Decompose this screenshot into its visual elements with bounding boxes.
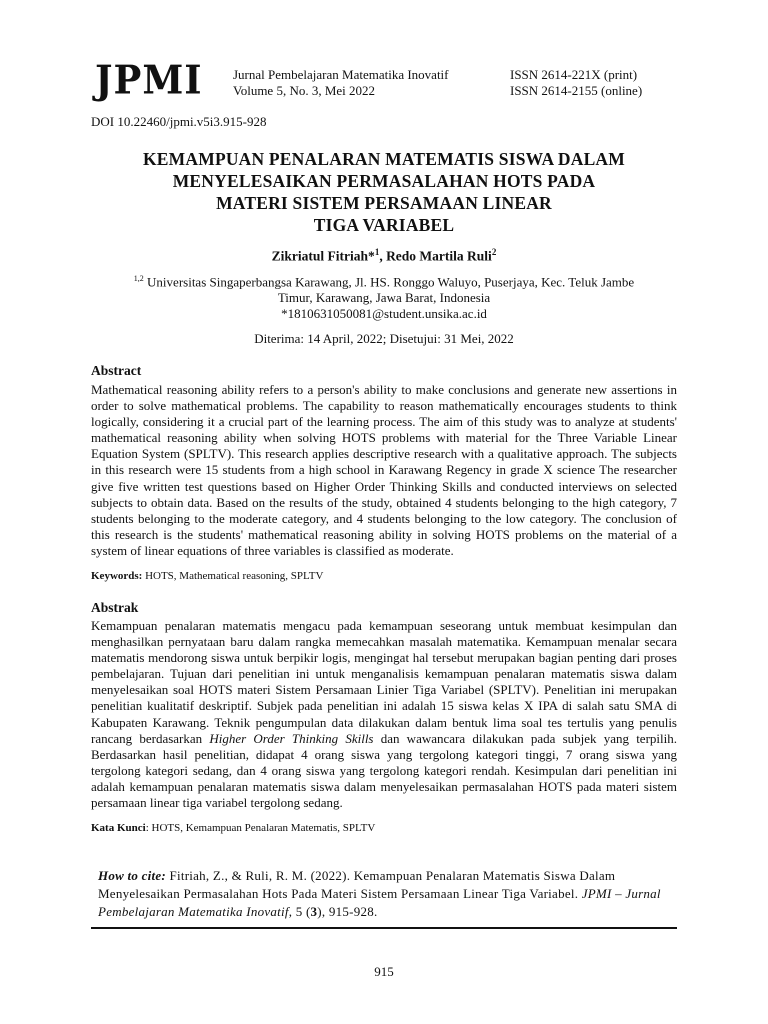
abstract-heading: Abstract bbox=[91, 363, 142, 378]
abstrak-text-italic: Higher Order Thinking Skills bbox=[209, 730, 374, 746]
abstrak-text-part: Kemampuan penalaran matematis mengacu pada kemampuan seseorang untuk membuat kesimpulan dan menghasilkan pernyataan baru dalam rangka memecahkan masalah matematika. Kemampuan menalar secara matematis mendorong siswa untuk berpikir logis, mengingat hal tersebut merupakan bagian penting dari proses pembelajaran. Tujuan dari penelitian ini untuk menganalisis kemampuan penalaran matematis siswa dalam menyelesaikan soal HOTS materi Sistem Persamaan Linier Tiga Variabel (SPLTV). Penelitian ini merupakan penelitian kualitatif deskriptif. Subjek pada penelitian ini adalah 15 siswa kelas X IPA di salah satu SMA di Kabupaten Karawang. Teknik pengumpulan data dilakukan dalam bentuk lima soal tes tertulis yang penulis rancang berdasarkan bbox=[91, 618, 677, 746]
citation-label: How to cite: bbox=[98, 868, 166, 883]
citation-issue: 3 bbox=[310, 904, 318, 919]
kata-kunci-label: Kata Kunci bbox=[91, 822, 146, 834]
citation-text: ), 915-928. bbox=[317, 904, 378, 919]
author-name: Redo Martila Ruli bbox=[386, 248, 492, 264]
keywords bbox=[91, 570, 323, 582]
affiliation bbox=[100, 271, 668, 322]
abstrak-text-part: dan wawancara dilakukan pada subjek yang terpilih. Berdasarkan hasil penelitian, didapat 4 orang siswa yang tergolong kategori tinggi, 7 orang siswa yang tergolong kategori sedang, dan 4 orang siswa yang tergolong kategori rendah. Kesimpulan dari penelitian ini adalah kemampuan penalaran matematis siswa dalam menyelesaikan permasalahan HOTS pada materi sistem persamaan linear tiga variabel tergolong sedang. bbox=[91, 730, 677, 811]
title-line: MATERI SISTEM PERSAMAAN LINEAR bbox=[216, 193, 552, 213]
citation-text: , 5 ( bbox=[288, 904, 311, 919]
affiliation-mark: 1,2 bbox=[133, 274, 144, 283]
keywords-list: HOTS, Mathematical reasoning, SPLTV bbox=[142, 570, 324, 582]
page-number: 915 bbox=[374, 964, 394, 979]
corresponding-email: *1810631050081@student.unsika.ac.id bbox=[281, 306, 487, 322]
citation-text: Fitriah, Z., & Ruli, R. M. (2022). Kemampuan Penalaran Matematis Siswa Dalam Menyelesaikan Permasalahan Hots Pada Materi Sistem Persamaan Linear Tiga Variabel. bbox=[98, 868, 616, 901]
author-separator: , bbox=[379, 248, 387, 264]
submission-dates: Diterima: 14 April, 2022; Disetujui: 31 Mei, 2022 bbox=[254, 331, 514, 346]
issn-print: ISSN 2614-221X (print) bbox=[510, 67, 638, 82]
citation-journal: JPMI – Jurnal Pembelajaran Matematika Inovatif bbox=[98, 886, 661, 919]
affiliation-line: Universitas Singaperbangsa Karawang, Jl. HS. Ronggo Waluyo, Puserjaya, Kec. Teluk Jambe bbox=[143, 274, 635, 290]
issn-online: ISSN 2614-2155 (online) bbox=[510, 83, 643, 98]
journal-name: Jurnal Pembelajaran Matematika Inovatif bbox=[233, 67, 449, 82]
paper-title bbox=[80, 148, 688, 236]
kata-kunci bbox=[91, 822, 375, 834]
journal-volume: Volume 5, No. 3, Mei 2022 bbox=[233, 83, 376, 98]
keywords-label: Keywords: bbox=[91, 570, 143, 582]
abstrak-heading: Abstrak bbox=[91, 600, 139, 615]
title-line: KEMAMPUAN PENALARAN MATEMATIS SISWA DALAM bbox=[142, 149, 625, 169]
abstract-text: Mathematical reasoning ability refers to a person's ability to make conclusions and generate new assertions in order to solve mathematical problems. The capability to reason mathematically encourages students to think logically, considering it a crucial part of the learning process. The aim of this study was to analyze at students' mathematical reasoning ability when solving HOTS problems with material for the Three Variable Linear Equation System (SPLTV). This research applies descriptive research with a qualitative approach. The subjects in this research were 15 students from a high school in Karawang Regency in grade X science The researcher give five written test questions based on Higher Order Thinking Skills and conducted interviews on selected subjects to obtain data. Based on the results of the study, obtained 4 students belonging to the high category, 7 students belonging to the moderate category, and 4 students belonging to the low category. The conclusion of this research is the students' mathematical reasoning ability in solving HOTS problems on the material of a system of linear equations of three variables is classified as moderate. bbox=[91, 382, 677, 558]
abstrak-text bbox=[91, 618, 677, 811]
doi: DOI 10.22460/jpmi.v5i3.915-928 bbox=[91, 114, 267, 129]
title-line: TIGA VARIABEL bbox=[313, 215, 455, 235]
journal-info bbox=[233, 67, 449, 99]
author-name: Zikriatul Fitriah* bbox=[271, 248, 375, 264]
affiliation-line: Timur, Karawang, Jawa Barat, Indonesia bbox=[277, 290, 491, 306]
citation-box bbox=[91, 860, 677, 929]
author-affil-mark: 2 bbox=[491, 247, 497, 257]
author-list bbox=[80, 247, 688, 265]
kata-kunci-list: : HOTS, Kemampuan Penalaran Matematis, SPLTV bbox=[145, 822, 376, 834]
author-affil-mark: 1 bbox=[374, 247, 380, 257]
title-line: MENYELESAIKAN PERMASALAHAN HOTS PADA bbox=[172, 171, 596, 191]
issn-info bbox=[510, 67, 642, 99]
journal-logo: JPMI bbox=[95, 56, 203, 104]
